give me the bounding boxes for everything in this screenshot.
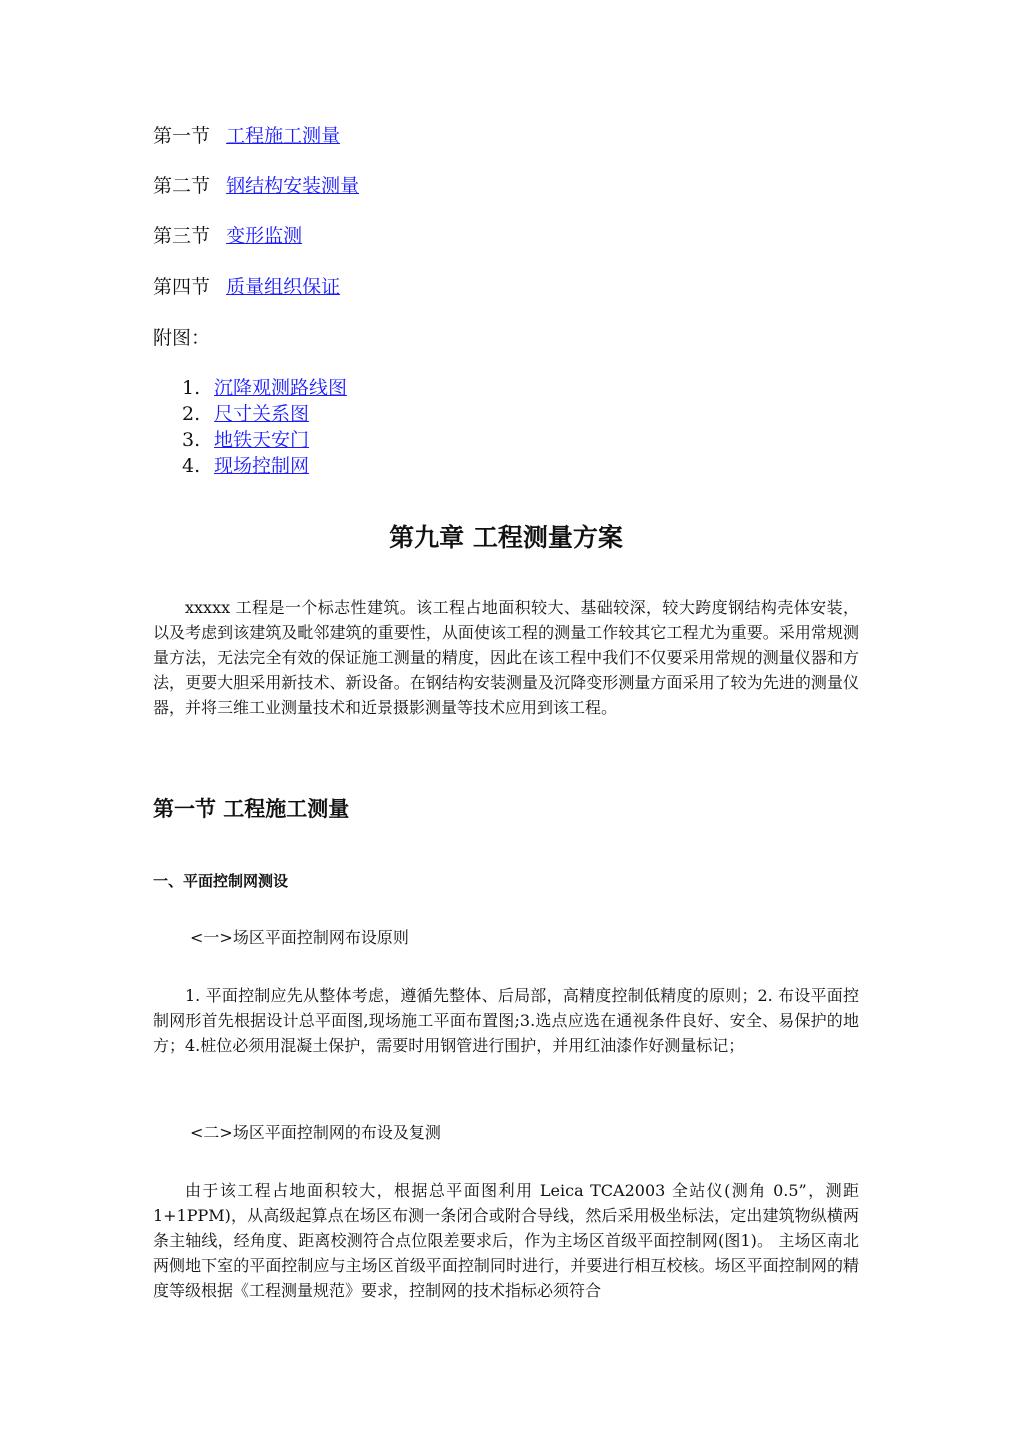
part1-body: 1. 平面控制应先从整体考虑，遵循先整体、后局部，高精度控制低精度的原则；2. 布设平面控制网形首先根据设计总平面图,现场施工平面布置图;3.选点应选在通视条件良好、安全、易保护的地方；4.桩位必须用混凝土保护，需要时用钢管进行围护，并用红油漆作好测量标记； xyxy=(153,986,859,1055)
list-number: 3. xyxy=(182,429,201,451)
toc-entry-3 xyxy=(153,224,302,248)
toc-section-number: 第三节 xyxy=(153,225,211,247)
part2-body: 由于该工程占地面积较大，根据总平面图利用 Leica TCA2003 全站仪(测角 0.5”，测距 1+1PPM)，从高级起算点在场区布测一条闭合或附合导线，然后采用极坐标法，定出建筑物纵横两条主轴线，经角度、距离校测符合点位限差要求后，作为主场区首级平面控制网(图1)。 主场区南北两侧地下室的平面控制应与主场区首级平面控制同时进行，并要进行相互校核。场区平面控制网的精度等级根据《工程测量规范》要求，控制网的技术指标必须符合 xyxy=(153,1181,859,1300)
appendix-figure-list xyxy=(153,375,347,479)
toc-link-deformation-monitoring[interactable]: 变形监测 xyxy=(226,225,303,247)
list-number: 2. xyxy=(182,403,201,425)
toc-section-number: 第二节 xyxy=(153,175,211,197)
part2-heading: <二>场区平面控制网的布设及复测 xyxy=(190,1123,441,1142)
section-title: 第一节 工程施工测量 xyxy=(153,797,350,821)
list-item xyxy=(153,401,347,427)
subsection-heading: 一、平面控制网测设 xyxy=(153,872,289,890)
list-number: 1. xyxy=(182,377,201,399)
toc-entry-4 xyxy=(153,275,340,299)
toc-link-steel-structure-survey[interactable]: 钢结构安装测量 xyxy=(226,175,360,197)
list-number: 4. xyxy=(182,455,201,477)
list-item xyxy=(153,453,347,479)
toc-entry-2 xyxy=(153,174,359,198)
toc-link-quality-assurance[interactable]: 质量组织保证 xyxy=(226,276,341,298)
figure-link-settlement-route[interactable]: 沉降观测路线图 xyxy=(214,377,348,399)
toc-section-number: 第四节 xyxy=(153,276,211,298)
figure-link-dimension-relation[interactable]: 尺寸关系图 xyxy=(214,403,310,425)
list-item xyxy=(153,375,347,401)
chapter-title: 第九章 工程测量方案 xyxy=(389,523,623,552)
toc-section-number: 第一节 xyxy=(153,125,211,147)
list-item xyxy=(153,427,347,453)
toc-entry-1 xyxy=(153,124,340,148)
intro-paragraph: xxxxx 工程是一个标志性建筑。该工程占地面积较大、基础较深，较大跨度钢结构壳体安装，以及考虑到该建筑及毗邻建筑的重要性，从面使该工程的测量工作较其它工程尤为重要。采用常规测量方法，无法完全有效的保证施工测量的精度，因此在该工程中我们不仅要采用常规的测量仪器和方法，更要大胆采用新技术、新设备。在钢结构安装测量及沉降变形测量方面采用了较为先进的测量仪器，并将三维工业测量技术和近景摄影测量等技术应用到该工程。 xyxy=(153,598,859,717)
figure-link-site-control-network[interactable]: 现场控制网 xyxy=(214,455,310,477)
figure-link-subway-tiananmen[interactable]: 地铁天安门 xyxy=(214,429,310,451)
toc-link-engineering-survey[interactable]: 工程施工测量 xyxy=(226,125,341,147)
part1-heading: <一>场区平面控制网布设原则 xyxy=(190,928,409,947)
appendix-label: 附图： xyxy=(153,327,211,349)
